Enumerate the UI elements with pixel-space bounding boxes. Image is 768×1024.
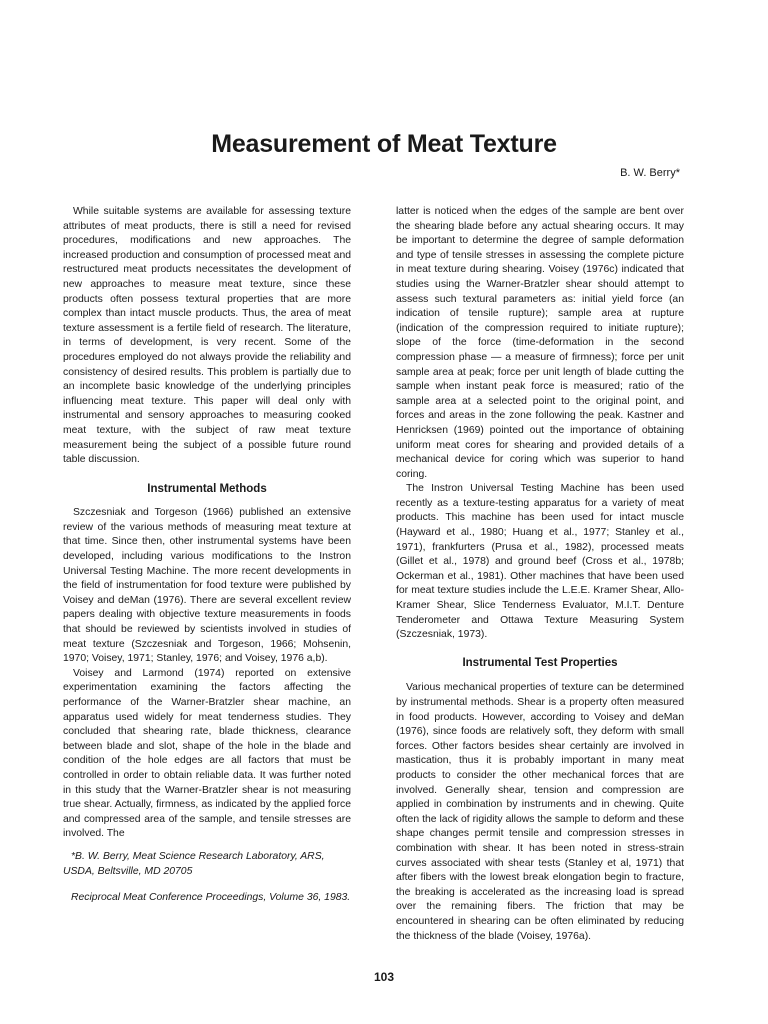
author-byline: B. W. Berry* <box>620 167 680 179</box>
section-heading-instrumental-test-properties: Instrumental Test Properties <box>462 656 618 669</box>
footnote-affiliation: *B. W. Berry, Meat Science Research Laboratory, ARS, USDA, Beltsville, MD 20705 <box>63 851 325 877</box>
footnote-proceedings: Reciprocal Meat Conference Proceedings, Volume 36, 1983. <box>71 892 351 904</box>
left-column <box>63 205 351 842</box>
paper-title: Measurement of Meat Texture <box>211 130 557 158</box>
body-paragraph: Voisey and Larmond (1974) reported on extensive experimentation examining the factors affecting the performance of the Warner-Bratzler shear machine, an apparatus used widely for meat tenderness studies. They concluded that shearing rate, blade thickness, clearance between blade and slot, shape of the hole in the blade and condition of the hole edges are all factors that must be controlled in order to obtain reliable data. It was further noted in this study that the Warner-Bratzler shear is not measuring true shear. Actually, firmness, as indicated by the applied force and compressed area of the sample, and tensile stresses are involved. The <box>63 667 351 840</box>
body-paragraph: latter is noticed when the edges of the sample are bent over the shearing blade before any actual shearing occurs. It may be important to determine the degree of sample deformation and type of tensile stresses in assessing the complete picture in meat texture during shearing. Voisey (1976c) indicated that studies using the Warner-Bratzler shear should attempt to assess such textural parameters as: initial yield force (an indication of tensile rupture); sample area at rupture (indication of the compression required to initiate rupture); slope of the force (time-deformation in the second compression phase — a measure of firmness); force per unit sample area at peak; force per unit length of blade cutting the sample when instant peak force is measured; ratio of the sample area at a selected point to the original point, and forces and areas in the zone following the peak. Kastner and Henricksen (1969) pointed out the importance of obtaining uniform meat cores for shearing and provided details of a mechanical device for coring which was superior to hand coring. <box>396 206 684 480</box>
section-heading-instrumental-methods: Instrumental Methods <box>147 482 267 495</box>
body-paragraph: Various mechanical properties of texture can be determined by instrumental methods. Shear is a property often measured in food products. However, according to Voisey and deMan (1976), since foods are relatively soft, they deform with small forces. Other factors besides shear certainly are involved in mastication, thus it is probably important in many meat products to consider the other mechanical forces that are involved. Generally shear, tension and compression are applied in combination by instruments and in chewing. Quite often the lack of rigidity allows the sample to deform and these shape changes permit tensile and compression stresses in combination with shear. It has been noted in stress-strain curves associated with shear tests (Stanley et al, 1971) that after fibers with the lowest break elongation begin to fracture, the breaking is accelerated as the increasing load is spread over the remaining fibers. The friction that may be encountered in shearing can be often eliminated by reducing the thickness of the blade (Voisey, 1976a). <box>396 682 684 942</box>
body-paragraph: Szczesniak and Torgeson (1966) published an extensive review of the various methods of measuring meat texture at that time. Since then, other instrumental systems have been developed, including various modifications to the Instron Universal Testing Machine. The more recent developments in the field of instrumentation for food texture were published by Voisey and deMan (1976). There are several excellent review papers dealing with objective texture measurements in foods that should be reviewed by scientists involved in studies of meat texture (Szczesniak and Torgeson, 1966; Mohsenin, 1970; Voisey, 1971; Stanley, 1976; and Voisey, 1976 a,b). <box>63 507 351 665</box>
right-column <box>396 205 684 944</box>
intro-paragraph: While suitable systems are available for assessing texture attributes of meat products, there is still a need for revised procedures, modifications and new approaches. The increased production and consumption of processed meat and restructured meat products necessitates the development of new approaches to measure meat texture, since these products often possess textural properties that are more complex than intact muscle products. Thus, the area of meat texture assessment is a fertile field of research. The literature, in terms of development, is very recent. Some of the procedures employed do not always provide the reliability and consistency of desired results. This problem is partially due to an incomplete basic knowledge of the underlying principles influencing meat texture. This paper will deal only with instrumental and sensory approaches to measuring cooked meat texture, with the subject of raw meat texture measurement being the subject of a possible future round table discussion. <box>63 206 351 466</box>
body-paragraph: The Instron Universal Testing Machine has been used recently as a texture-testing apparatus for a variety of meat products. This machine has been used for intact muscle (Hayward et al., 1980; Huang et al., 1977; Stanley et al., 1971), frankfurters (Prusa et al., 1982), processed meats (Gillet et al., 1978) and ground beef (Cross et al., 1978b; Ockerman et al., 1981). Other machines that have been used for meat texture studies include the L.E.E. Kramer Shear, Allo-Kramer Shear, Slice Tenderness Evaluator, M.I.T. Denture Tenderometer and Ottawa Texture Measuring System (Szczesniak, 1973). <box>396 483 684 641</box>
page-number: 103 <box>373 970 395 984</box>
footnotes <box>63 850 351 918</box>
